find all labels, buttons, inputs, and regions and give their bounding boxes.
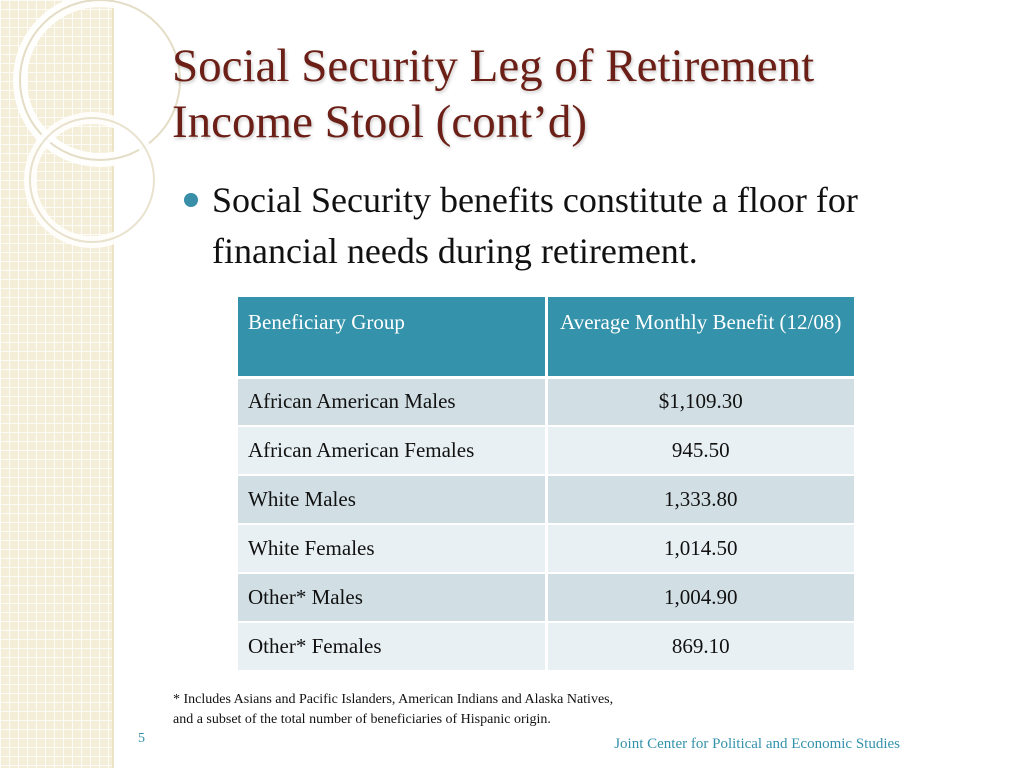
ring-decoration [0,0,200,260]
title-line-1: Social Security Leg of Retirement [172,40,815,92]
cell-group: Other* Females [238,622,546,671]
cell-group: African American Females [238,426,546,475]
cell-group: Other* Males [238,573,546,622]
header-beneficiary-group: Beneficiary Group [238,297,546,377]
table-row [238,377,854,426]
table-row [238,622,854,671]
table-row [238,573,854,622]
cell-benefit: 1,333.80 [546,475,854,524]
footnote-line-1: * Includes Asians and Pacific Islanders, American Indians and Alaska Natives, [173,692,614,707]
slide-number: 5 [138,731,145,746]
cell-group: African American Males [238,377,546,426]
cell-benefit: $1,109.30 [546,377,854,426]
cell-benefit: 1,004.90 [546,573,854,622]
table-header-row [238,297,854,377]
bullet-text: Social Security benefits constitute a floor for financial needs during retirement. [212,180,858,271]
footer-organization: Joint Center for Political and Economic Studies [614,736,900,752]
cell-group: White Females [238,524,546,573]
table-row [238,426,854,475]
table-row [238,524,854,573]
footnote-line-2: and a subset of the total number of beneficiaries of Hispanic origin. [173,712,551,727]
cell-benefit: 945.50 [546,426,854,475]
title-line-2: Income Stool (cont’d) [172,96,588,148]
table-row [238,475,854,524]
cell-benefit: 869.10 [546,622,854,671]
slide-title [172,38,972,150]
cell-group: White Males [238,475,546,524]
benefits-table [238,297,854,672]
footnote [173,690,773,730]
cell-benefit: 1,014.50 [546,524,854,573]
bullet-icon [184,193,198,207]
header-average-monthly-benefit: Average Monthly Benefit (12/08) [546,297,854,377]
